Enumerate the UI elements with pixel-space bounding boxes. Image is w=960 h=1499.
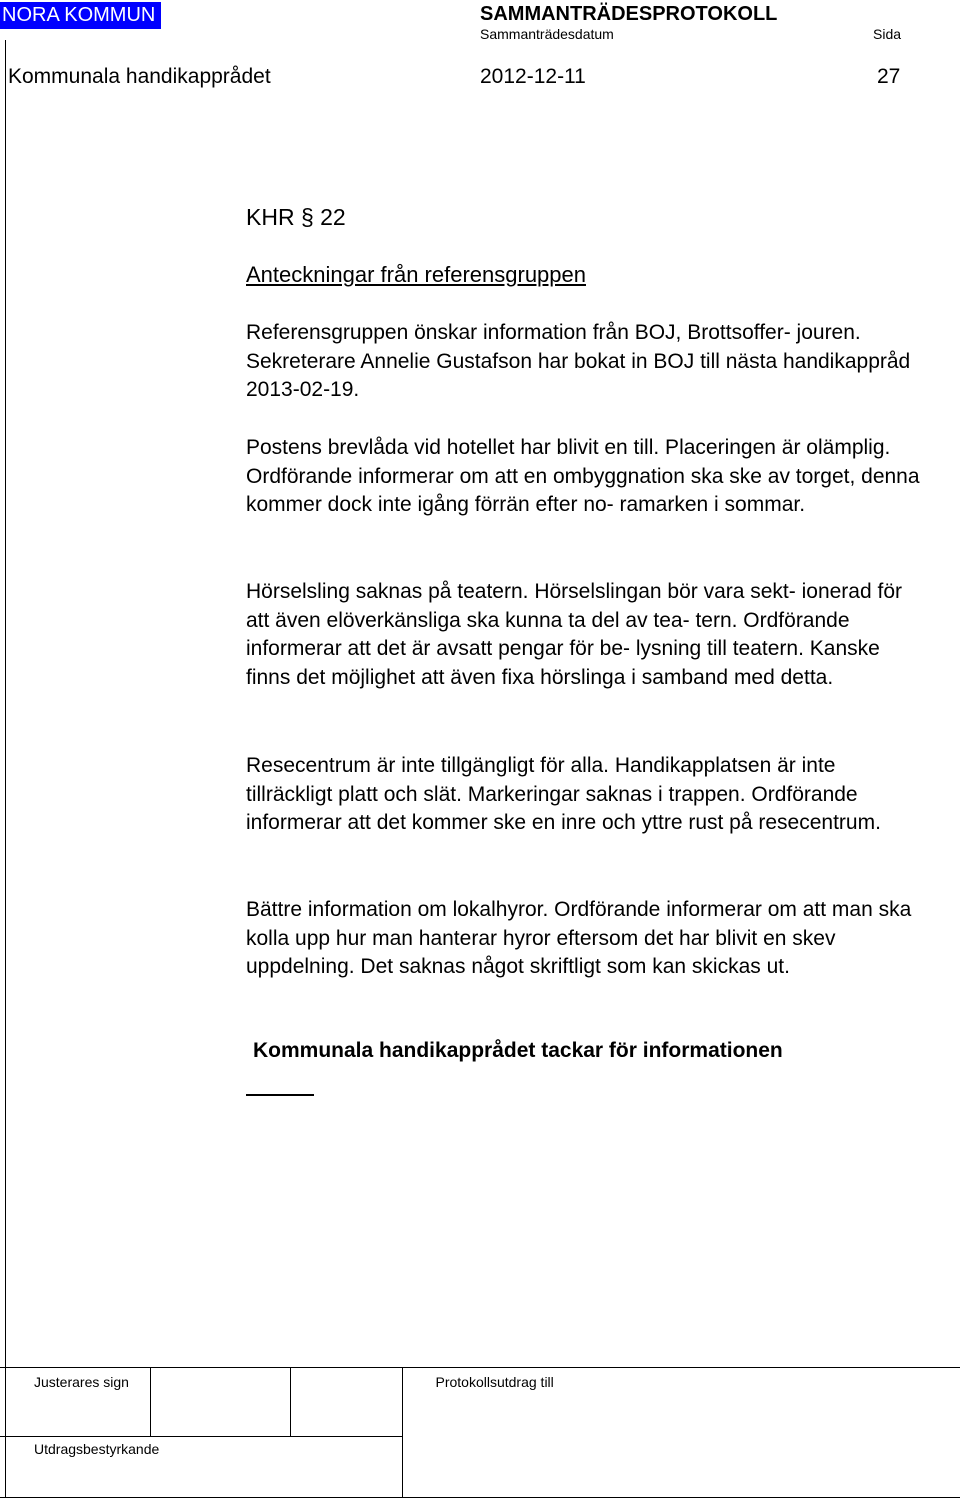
excerpt-to-cell (402, 1368, 960, 1498)
paragraph-boj: Referensgruppen önskar information från BOJ, Brottsoffer- jouren. Sekreterare Annelie Gustafson har bokat in BOJ till nästa handikappråd 2013-02-19. (246, 321, 911, 401)
paragraph-mailbox: Postens brevlåda vid hotellet har blivit en till. Placeringen är olämplig. Ordförande informerar om att en ombyggnation ska ske av torget, denna kommer dock inte igång förrän efter no- ramarken i sommar. (246, 436, 920, 516)
section-title: Anteckningar från referensgruppen (246, 262, 586, 287)
left-margin-rule (5, 40, 6, 1498)
paragraph-travel-center: Resecentrum är inte tillgängligt för alla. Handikapplatsen är inte tillräckligt platt och slät. Markeringar saknas i trappen. Ordförande informerar att det kommer ske en inre och yttre rust på resecentrum. (246, 754, 881, 834)
excerpt-to-label: Protokollsutdrag till (435, 1374, 554, 1390)
adjuster-sign-box-2 (150, 1368, 290, 1437)
page-label: Sida (873, 26, 902, 42)
meeting-date: 2012-12-11 (480, 65, 586, 88)
adjuster-sign-label: Justerares sign (34, 1374, 129, 1390)
adjuster-sign-cell (0, 1368, 150, 1437)
certified-excerpt-label: Utdragsbestyrkande (34, 1441, 160, 1457)
signature-line (246, 1094, 314, 1096)
section-number: KHR § 22 (246, 204, 346, 230)
meeting-date-label: Sammanträdesdatum (480, 26, 614, 42)
organization-name: NORA KOMMUN (0, 2, 161, 29)
document-type: SAMMANTRÄDESPROTOKOLL (480, 3, 778, 25)
paragraph-hearing-loop: Hörselsling saknas på teatern. Hörselslingan bör vara sekt- ionerad för att även elöverkänsliga ska kunna ta del av tea- tern. Ordförande informerar att det är avsatt pengar för be- lysning till teatern. Kanske finns det möjlighet att även fixa hörslinga i samband med detta. (246, 580, 902, 689)
adjuster-sign-box-3 (290, 1368, 402, 1437)
closing-statement: Kommunala handikapprådet tackar för informationen (253, 1039, 783, 1062)
page-number: 27 (877, 65, 901, 88)
paragraph-rent-info: Bättre information om lokalhyror. Ordförande informerar om att man ska kolla upp hur man hanterar hyror eftersom det har blivit en skev uppdelning. Det saknas något skriftligt som kan skickas ut. (246, 898, 912, 978)
signature-footer (0, 1367, 960, 1498)
body-name: Kommunala handikapprådet (8, 65, 271, 88)
certified-excerpt-cell (0, 1437, 402, 1498)
